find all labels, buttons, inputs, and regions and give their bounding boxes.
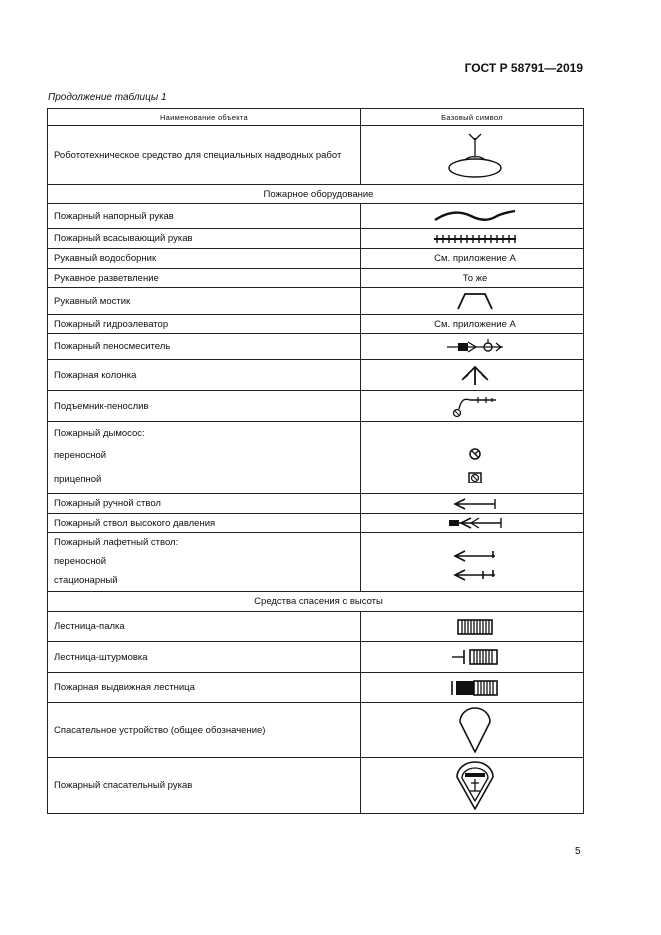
table-row — [48, 126, 584, 185]
table-row — [48, 758, 584, 814]
column-header-name: Наименование объекта — [48, 109, 361, 126]
table-row — [48, 315, 584, 334]
row-name: Пожарный напорный рукав — [48, 204, 361, 229]
symbol-cell — [361, 703, 584, 758]
section-title: Средства спасения с высоты — [48, 592, 584, 612]
symbol-cell — [361, 126, 584, 185]
row-name — [48, 533, 361, 592]
monitor-nozzle-symbols — [453, 542, 497, 582]
table-row — [48, 391, 584, 422]
rescue-sleeve-symbol — [453, 761, 497, 811]
symbol-cell — [361, 360, 584, 391]
row-name: Подъемник-пенослив — [48, 391, 361, 422]
symbol-cell — [361, 391, 584, 422]
document-code: ГОСТ Р 58791—2019 — [464, 61, 583, 75]
robot-surface-symbol — [445, 130, 505, 180]
row-name: Спасательное устройство (общее обозначение) — [48, 703, 361, 758]
row-subtype: прицепной — [54, 474, 102, 485]
row-name: Пожарная колонка — [48, 360, 361, 391]
table-row — [48, 249, 584, 269]
row-name: Пожарный пеносмеситель — [48, 334, 361, 360]
table-row — [48, 703, 584, 758]
table-row — [48, 204, 584, 229]
symbol-cell — [361, 422, 584, 494]
hand-nozzle-symbol — [453, 498, 497, 510]
symbol-text: То же — [361, 269, 584, 288]
section-row — [48, 592, 584, 612]
hose-bridge-symbol — [455, 291, 495, 311]
row-subtype: переносной — [54, 450, 107, 461]
table-row — [48, 360, 584, 391]
row-name: Пожарный ручной ствол — [48, 494, 361, 514]
symbol-cell — [361, 612, 584, 642]
row-name: Рукавный водосборник — [48, 249, 361, 269]
row-name: Рукавное разветвление — [48, 269, 361, 288]
symbol-cell — [361, 494, 584, 514]
section-title: Пожарное оборудование — [48, 185, 584, 204]
symbol-cell — [361, 642, 584, 673]
symbol-cell — [361, 758, 584, 814]
row-name: Лестница-палка — [48, 612, 361, 642]
row-name-main: Пожарный дымосос: — [54, 428, 145, 439]
table-row — [48, 269, 584, 288]
table-row — [48, 422, 584, 494]
row-name: Лестница-штурмовка — [48, 642, 361, 673]
table-row — [48, 612, 584, 642]
symbol-cell — [361, 533, 584, 592]
table-header-row — [48, 109, 584, 126]
table-row — [48, 334, 584, 360]
pole-ladder-symbol — [455, 617, 495, 637]
symbol-cell — [361, 288, 584, 315]
symbols-table — [47, 108, 584, 814]
extension-ladder-symbol — [450, 678, 500, 698]
high-pressure-nozzle-symbol — [447, 517, 503, 529]
row-name: Пожарная выдвижная лестница — [48, 673, 361, 703]
row-name: Робототехническое средство для специальных надводных работ — [48, 126, 361, 185]
table-caption: Продолжение таблицы 1 — [48, 92, 167, 103]
assault-ladder-symbol — [450, 647, 500, 667]
table-row — [48, 642, 584, 673]
symbol-cell — [361, 204, 584, 229]
row-name: Пожарный ствол высокого давления — [48, 514, 361, 533]
table-row — [48, 673, 584, 703]
row-subtype: стационарный — [54, 575, 118, 586]
table-row — [48, 494, 584, 514]
row-subtype: переносной — [54, 556, 107, 567]
row-name: Пожарный гидроэлеватор — [48, 315, 361, 334]
table-row — [48, 288, 584, 315]
row-name: Пожарный спасательный рукав — [48, 758, 361, 814]
row-name — [48, 422, 361, 494]
symbol-cell — [361, 514, 584, 533]
page-number: 5 — [575, 846, 581, 857]
symbol-cell — [361, 673, 584, 703]
table-row — [48, 533, 584, 592]
foam-mixer-symbol — [446, 338, 504, 356]
symbol-text: См. приложение А — [361, 249, 584, 269]
row-name: Рукавный мостик — [48, 288, 361, 315]
symbol-text: См. приложение А — [361, 315, 584, 334]
pressure-hose-symbol — [433, 208, 517, 224]
symbol-cell — [361, 229, 584, 249]
section-row — [48, 185, 584, 204]
row-name-main: Пожарный лафетный ствол: — [54, 537, 179, 548]
column-header-symbol: Базовый символ — [361, 109, 584, 126]
smoke-exhauster-symbols — [465, 433, 485, 483]
table-row — [48, 514, 584, 533]
table-row — [48, 229, 584, 249]
symbol-cell — [361, 334, 584, 360]
foam-lift-symbol — [452, 394, 498, 418]
fire-column-symbol — [460, 364, 490, 386]
row-name: Пожарный всасывающий рукав — [48, 229, 361, 249]
suction-hose-symbol — [433, 234, 517, 244]
rescue-device-symbol — [455, 706, 495, 754]
